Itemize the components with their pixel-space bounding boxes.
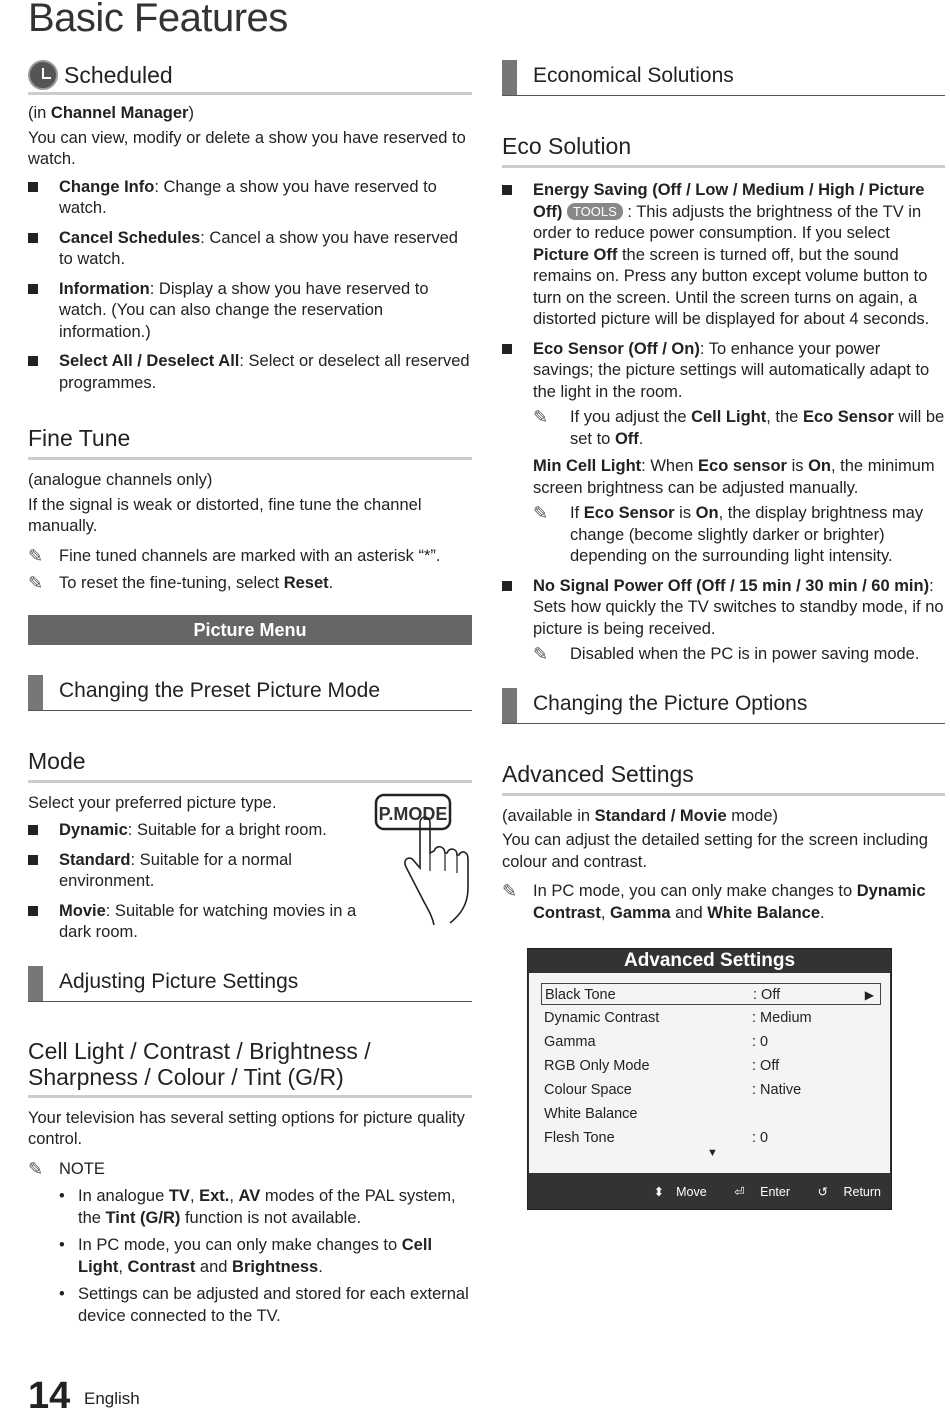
- fine-tune-intro: If the signal is weak or distorted, fine tune the channel manually.: [28, 495, 422, 535]
- fine-tune-sub: (analogue channels only): [28, 471, 213, 489]
- list-item: Standard: Suitable for a normal environment.: [28, 850, 368, 893]
- list-item: Dynamic: Suitable for a bright room.: [28, 820, 368, 842]
- bullet-icon: [28, 228, 59, 271]
- advanced-intro: You can adjust the detailed setting for the screen including colour and contrast.: [502, 831, 928, 871]
- scroll-down-icon: ▼: [707, 1147, 718, 1159]
- pencil-icon: ✎: [28, 1158, 44, 1179]
- arrow-right-icon: ▶: [864, 988, 874, 1002]
- bullet-icon: [28, 351, 59, 394]
- picture-menu-banner: Picture Menu: [28, 615, 472, 645]
- advanced-settings-heading: Advanced Settings: [502, 760, 945, 796]
- list-item: Cancel Schedules: Cancel a show you have reserved to watch.: [28, 228, 472, 271]
- return-hint: ↺ Return: [817, 1185, 881, 1199]
- list-item: • Settings can be adjusted and stored for each external device connected to the TV.: [59, 1284, 472, 1327]
- osd-row-rgb-only-mode[interactable]: RGB Only Mode : Off: [544, 1058, 780, 1074]
- list-item: Eco Sensor (Off / On): To enhance your power savings; the picture settings will automatically adapt to the light in the room.: [502, 339, 945, 404]
- clock-icon: [28, 60, 58, 90]
- page-number: 14: [28, 1375, 71, 1417]
- note: ✎ To reset the fine-tuning, select Reset.: [28, 573, 334, 593]
- heading-bar-mark: [28, 966, 43, 1001]
- heading-bar-mark: [502, 60, 517, 95]
- list-item: • In PC mode, you can only make changes to Cell Light, Contrast and Brightness.: [59, 1235, 472, 1278]
- list-item: Information: Display a show you have reserved to watch. (You can also change the reservation information.): [28, 279, 472, 344]
- cell-light-intro: Your television has several setting options for picture quality control.: [28, 1108, 465, 1148]
- pmode-button-illustration: [372, 793, 482, 928]
- pencil-icon: ✎: [533, 407, 549, 427]
- note: ✎ Disabled when the PC is in power saving mode.: [533, 644, 920, 664]
- list-item: Select All / Deselect All: Select or deselect all reserved programmes.: [28, 351, 472, 394]
- bullet-icon: [502, 576, 533, 641]
- osd-menu-list: [529, 973, 890, 1173]
- list-item: Change Info: Change a show you have reserved to watch.: [28, 177, 472, 220]
- economical-heading: Economical Solutions: [502, 60, 945, 96]
- note: ✎ If you adjust the Cell Light, the Eco Sensor will be set to Off.: [533, 407, 945, 450]
- enter-hint: ⏎ Enter: [734, 1185, 791, 1199]
- osd-row-flesh-tone[interactable]: Flesh Tone : 0: [544, 1130, 769, 1146]
- bullet-icon: [502, 339, 533, 404]
- note: ✎ NOTE: [28, 1158, 105, 1179]
- advanced-settings-osd: [527, 948, 892, 1210]
- osd-title: Advanced Settings: [623, 950, 796, 971]
- move-hint: ⬍ Move: [653, 1185, 707, 1199]
- mode-intro: Select your preferred picture type.: [28, 793, 277, 812]
- right-column: [502, 60, 945, 930]
- osd-row-colour-space[interactable]: Colour Space : Native: [544, 1082, 802, 1098]
- enter-icon: ⏎: [734, 1185, 749, 1199]
- scheduled-location: (in Channel Manager): [28, 104, 194, 122]
- bullet-icon: [28, 279, 59, 344]
- osd-row-dynamic-contrast[interactable]: Dynamic Contrast : Medium: [544, 1010, 812, 1026]
- advanced-availability: (available in Standard / Movie mode): [502, 806, 779, 825]
- note: ✎ In PC mode, you can only make changes to Dynamic Contrast, Gamma and White Balance.: [502, 881, 945, 924]
- list-item: No Signal Power Off (Off / 15 min / 30 min / 60 min): Sets how quickly the TV switches to standby mode, if no picture is being received.: [502, 576, 945, 641]
- osd-row-white-balance[interactable]: White Balance: [544, 1106, 638, 1122]
- eco-solution-heading: Eco Solution: [502, 132, 945, 168]
- osd-footer: [630, 1184, 881, 1199]
- scheduled-intro: You can view, modify or delete a show you have reserved to watch.: [28, 128, 466, 168]
- left-column: [28, 60, 472, 1333]
- bullet-icon: [28, 820, 59, 842]
- list-item: Energy Saving (Off / Low / Medium / High / Picture Off) TOOLS : This adjusts the brightness of the TV in order to reduce power consumption. If you select Picture Off the screen is turned off, but the sound remains on. Press any button except volume button to turn on the screen. Until the screen turns on again, a distorted picture will be displayed for about 4 seconds.: [502, 180, 945, 331]
- list-item: • In analogue TV, Ext., AV modes of the PAL system, the Tint (G/R) function is not available.: [59, 1186, 472, 1229]
- page-language: English: [84, 1389, 140, 1408]
- pmode-label: P.MODE: [378, 804, 448, 824]
- up-down-icon: ⬍: [653, 1185, 665, 1199]
- pencil-icon: ✎: [28, 573, 44, 593]
- osd-row-gamma[interactable]: Gamma : 0: [544, 1034, 769, 1050]
- note: ✎ If Eco Sensor is On, the display brightness may change (become slightly darker or brighter) depending on the surrounding light intensity.: [533, 503, 945, 568]
- bullet-icon: [502, 180, 533, 331]
- adjusting-heading: Adjusting Picture Settings: [28, 966, 472, 1002]
- pencil-icon: ✎: [533, 503, 549, 523]
- bullet-icon: [28, 177, 59, 220]
- page-title: Basic Features: [28, 0, 288, 40]
- osd-row-black-tone[interactable]: Black Tone : Off ▶: [541, 983, 881, 1005]
- bullet-icon: [28, 850, 59, 893]
- min-cell-light: Min Cell Light: When Eco sensor is On, the minimum screen brightness can be adjusted manually.: [533, 457, 935, 497]
- heading-bar-mark: [28, 675, 43, 710]
- heading-bar-mark: [502, 688, 517, 723]
- bullet-icon: [28, 901, 59, 944]
- pencil-icon: ✎: [502, 881, 518, 901]
- pencil-icon: ✎: [28, 545, 44, 566]
- fine-tune-heading: Fine Tune: [28, 424, 472, 460]
- tools-badge: TOOLS: [567, 203, 623, 220]
- return-icon: ↺: [817, 1185, 832, 1199]
- pencil-icon: ✎: [533, 644, 549, 664]
- preset-mode-heading: Changing the Preset Picture Mode: [28, 675, 472, 711]
- note: ✎ Fine tuned channels are marked with an asterisk “*”.: [28, 545, 441, 566]
- scheduled-heading-text: Scheduled: [64, 62, 173, 88]
- list-item: Movie: Suitable for watching movies in a dark room.: [28, 901, 368, 944]
- mode-heading: Mode: [28, 747, 472, 783]
- cell-light-heading: Cell Light / Contrast / Brightness / Sharpness / Colour / Tint (G/R): [28, 1038, 472, 1098]
- scheduled-heading: [28, 60, 472, 95]
- picture-options-heading: Changing the Picture Options: [502, 688, 945, 724]
